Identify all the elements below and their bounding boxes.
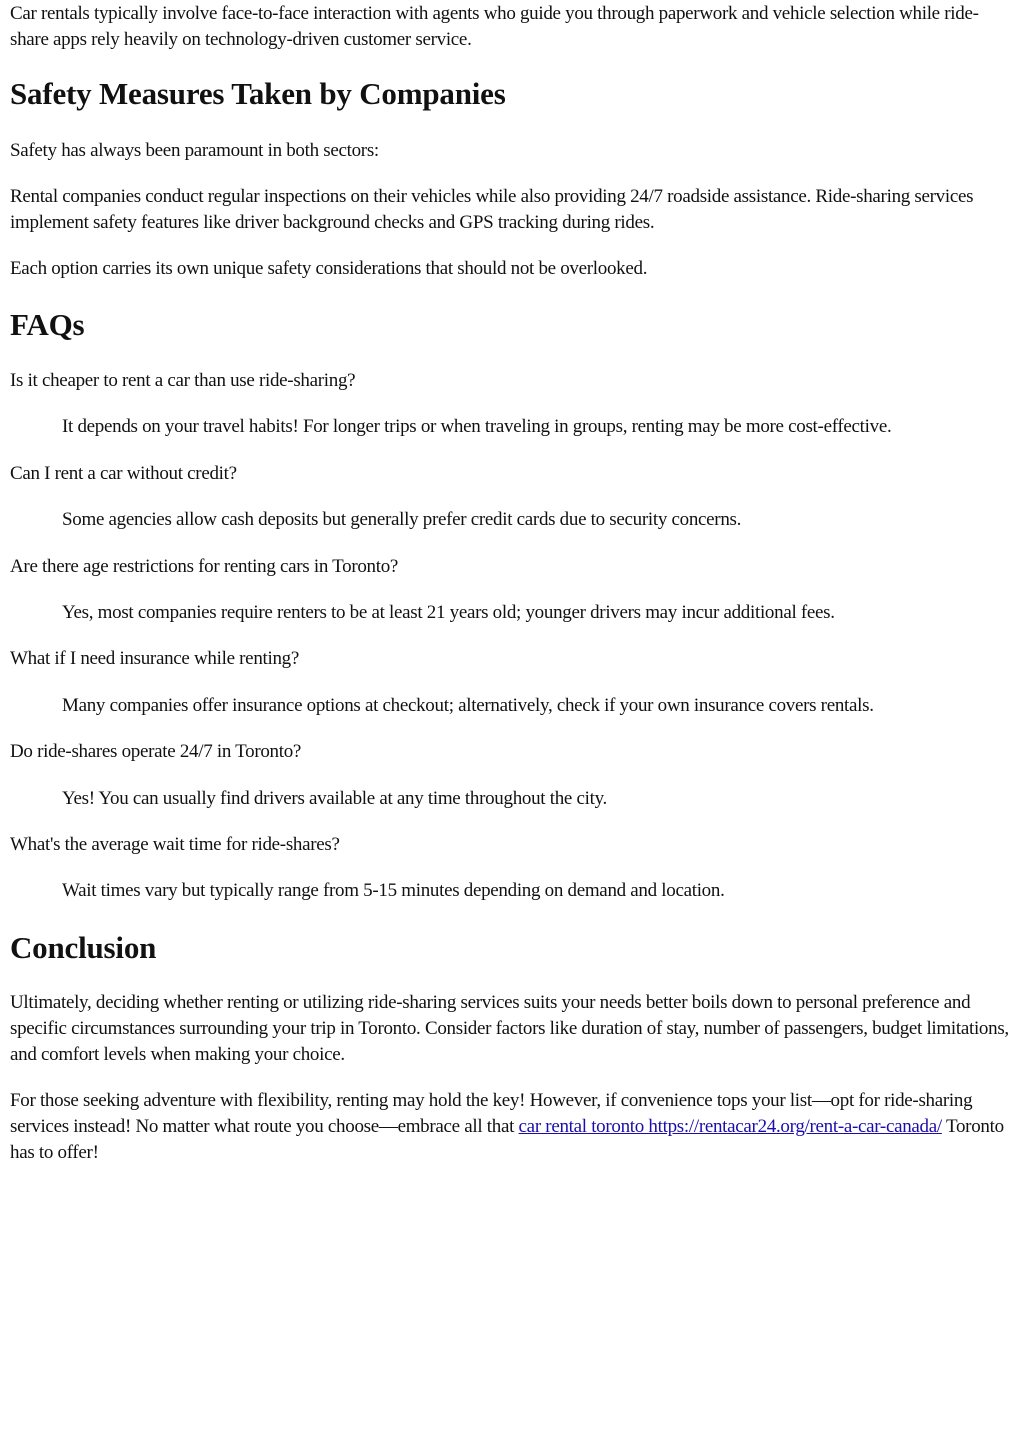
intro-paragraph: Car rentals typically involve face-to-face interaction with agents who guide you through paperwork and vehicle selection while ride-share apps rely heavily on technology-driven customer service. [10, 3, 979, 50]
car-rental-toronto-link[interactable]: car rental toronto https://rentacar24.org/rent-a-car-canada/ [518, 1116, 942, 1137]
faq-answer: Many companies offer insurance options at checkout; alternatively, check if your own insurance covers rentals. [62, 695, 874, 716]
faq-answer: Yes! You can usually find drivers available at any time throughout the city. [62, 788, 607, 809]
safety-paragraph-3: Each option carries its own unique safety considerations that should not be overlooked. [10, 258, 648, 279]
faq-question: Do ride-shares operate 24/7 in Toronto? [10, 741, 302, 762]
conclusion-text-after-link: Toronto has to offer! [10, 1116, 1004, 1163]
conclusion-text-before-link: For those seeking adventure with flexibility, renting may hold the key! However, if convenience tops your list—opt for ride-sharing services instead! No matter what route you choose—embrace all that [10, 1090, 973, 1137]
faq-question: Can I rent a car without credit? [10, 463, 237, 484]
faq-question: Are there age restrictions for renting cars in Toronto? [10, 556, 399, 577]
conclusion-heading: Conclusion [10, 930, 157, 965]
faqs-heading: FAQs [10, 307, 85, 342]
faq-answer: Wait times vary but typically range from 5-15 minutes depending on demand and location. [62, 880, 725, 901]
faq-question: What if I need insurance while renting? [10, 648, 300, 669]
safety-heading: Safety Measures Taken by Companies [10, 76, 506, 111]
faq-answer: Yes, most companies require renters to be at least 21 years old; younger drivers may incur additional fees. [62, 602, 835, 623]
faq-question: What's the average wait time for ride-shares? [10, 834, 340, 855]
faq-question: Is it cheaper to rent a car than use ride-sharing? [10, 370, 356, 391]
conclusion-paragraph-2 [10, 1088, 1016, 1166]
safety-paragraph-1: Safety has always been paramount in both sectors: [10, 140, 379, 161]
conclusion-paragraph-1: Ultimately, deciding whether renting or utilizing ride-sharing services suits your needs better boils down to personal preference and specific circumstances surrounding your trip in Toronto. Consider factors like duration of stay, number of passengers, budget limitations, and comfort levels when making your choice. [10, 992, 1009, 1065]
faq-answer: It depends on your travel habits! For longer trips or when traveling in groups, renting may be more cost-effective. [62, 416, 892, 437]
safety-paragraph-2: Rental companies conduct regular inspections on their vehicles while also providing 24/7 roadside assistance. Ride-sharing services implement safety features like driver background checks and GPS tracking during rides. [10, 186, 974, 233]
faq-answer: Some agencies allow cash deposits but generally prefer credit cards due to security concerns. [62, 509, 742, 530]
